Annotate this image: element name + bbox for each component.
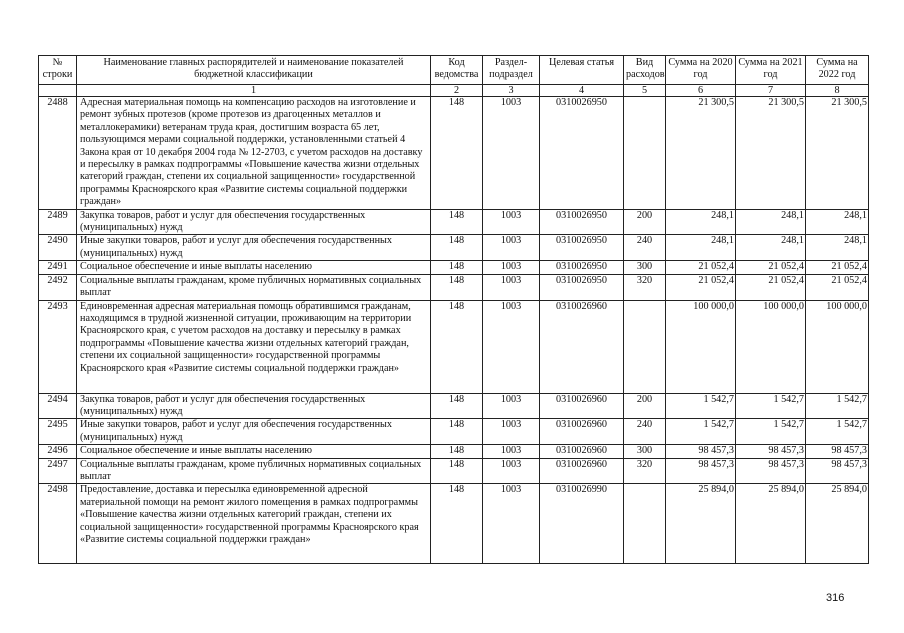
- table-row: [39, 393, 869, 419]
- row-section: 1003: [483, 209, 540, 235]
- table-header-row: [39, 56, 869, 85]
- row-sum-2021: 21 052,4: [736, 261, 806, 274]
- row-sum-2021: 21 052,4: [736, 274, 806, 300]
- row-name: Социальное обеспечение и иные выплаты населению: [77, 261, 431, 274]
- row-sum-2020: 98 457,3: [666, 445, 736, 458]
- header-name: Наименование главных распорядителей и наименование показателей бюджетной классификации: [77, 56, 431, 85]
- row-target-item: 0310026960: [540, 445, 624, 458]
- row-section: 1003: [483, 393, 540, 419]
- row-department-code: 148: [431, 261, 483, 274]
- row-name: Адресная материальная помощь на компенсацию расходов на изготовление и ремонт зубных протезов (кроме протезов из драгоценных металлов и металлокерамики) ветеранам труда края, достигшим возраста 65 лет, пользующимся мерами социальной поддержки, установленными статьей 4 Закона края от 10 декабря 2004 года № 12-2703, с учетом расходов на доставку и пересылку в рамках подпрограммы «Повышение качества жизни отдельных категорий граждан, степени их социальной защищенности» государственной программы Красноярского края «Развитие системы социальной поддержки граждан»: [77, 97, 431, 210]
- row-target-item: 0310026950: [540, 209, 624, 235]
- row-expense-type: 320: [624, 274, 666, 300]
- budget-document-page: [38, 55, 868, 564]
- row-number: 2490: [39, 235, 77, 261]
- page-number: 316: [826, 592, 845, 604]
- row-sum-2021: 98 457,3: [736, 458, 806, 484]
- table-row: [39, 419, 869, 445]
- row-section: 1003: [483, 300, 540, 393]
- row-target-item: 0310026960: [540, 458, 624, 484]
- row-sum-2022: 1 542,7: [806, 419, 869, 445]
- header-sum-2022: Сумма на 2022 год: [806, 56, 869, 85]
- row-number: 2489: [39, 209, 77, 235]
- col-number: 1: [77, 85, 431, 97]
- row-expense-type: [624, 484, 666, 564]
- col-number: 4: [540, 85, 624, 97]
- row-sum-2021: 248,1: [736, 209, 806, 235]
- row-department-code: 148: [431, 419, 483, 445]
- row-sum-2020: 98 457,3: [666, 458, 736, 484]
- header-row-number: № строки: [39, 56, 77, 85]
- row-department-code: 148: [431, 393, 483, 419]
- row-name: Закупка товаров, работ и услуг для обеспечения государственных (муниципальных) нужд: [77, 209, 431, 235]
- row-department-code: 148: [431, 97, 483, 210]
- row-name: Иные закупки товаров, работ и услуг для обеспечения государственных (муниципальных) нужд: [77, 235, 431, 261]
- row-target-item: 0310026950: [540, 97, 624, 210]
- row-expense-type: 200: [624, 209, 666, 235]
- row-sum-2020: 21 300,5: [666, 97, 736, 210]
- table-row: [39, 209, 869, 235]
- table-row: [39, 445, 869, 458]
- row-section: 1003: [483, 484, 540, 564]
- row-section: 1003: [483, 458, 540, 484]
- header-sum-2021: Сумма на 2021 год: [736, 56, 806, 85]
- row-target-item: 0310026950: [540, 261, 624, 274]
- row-sum-2020: 21 052,4: [666, 274, 736, 300]
- row-number: 2493: [39, 300, 77, 393]
- row-section: 1003: [483, 274, 540, 300]
- header-target-item: Целевая статья: [540, 56, 624, 85]
- col-number: 3: [483, 85, 540, 97]
- table-row: [39, 484, 869, 564]
- row-expense-type: [624, 97, 666, 210]
- row-number: 2488: [39, 97, 77, 210]
- row-sum-2020: 100 000,0: [666, 300, 736, 393]
- row-target-item: 0310026960: [540, 419, 624, 445]
- row-sum-2022: 248,1: [806, 235, 869, 261]
- col-number: 7: [736, 85, 806, 97]
- table-row: [39, 261, 869, 274]
- table-row: [39, 458, 869, 484]
- col-number: 5: [624, 85, 666, 97]
- row-department-code: 148: [431, 209, 483, 235]
- row-section: 1003: [483, 445, 540, 458]
- row-sum-2022: 98 457,3: [806, 445, 869, 458]
- row-sum-2022: 1 542,7: [806, 393, 869, 419]
- row-name: Социальные выплаты гражданам, кроме публичных нормативных социальных выплат: [77, 458, 431, 484]
- row-department-code: 148: [431, 300, 483, 393]
- row-name: Социальные выплаты гражданам, кроме публичных нормативных социальных выплат: [77, 274, 431, 300]
- row-number: 2491: [39, 261, 77, 274]
- row-department-code: 148: [431, 235, 483, 261]
- row-name: Предоставление, доставка и пересылка единовременной адресной материальной помощи на ремонт жилого помещения в рамках подпрограммы «Повышение качества жизни отдельных категорий граждан, степени их социальной защищенности» государственной программы Красноярского края «Развитие системы социальной поддержки граждан»: [77, 484, 431, 564]
- row-sum-2021: 98 457,3: [736, 445, 806, 458]
- row-sum-2020: 1 542,7: [666, 393, 736, 419]
- row-sum-2020: 248,1: [666, 209, 736, 235]
- row-department-code: 148: [431, 458, 483, 484]
- header-department-code: Код ведомства: [431, 56, 483, 85]
- row-section: 1003: [483, 235, 540, 261]
- row-sum-2020: 1 542,7: [666, 419, 736, 445]
- row-sum-2022: 98 457,3: [806, 458, 869, 484]
- row-sum-2022: 100 000,0: [806, 300, 869, 393]
- row-number: 2498: [39, 484, 77, 564]
- row-sum-2022: 25 894,0: [806, 484, 869, 564]
- row-target-item: 0310026960: [540, 300, 624, 393]
- col-number: 6: [666, 85, 736, 97]
- row-section: 1003: [483, 261, 540, 274]
- row-section: 1003: [483, 97, 540, 210]
- row-department-code: 148: [431, 484, 483, 564]
- row-number: 2495: [39, 419, 77, 445]
- row-sum-2022: 21 052,4: [806, 274, 869, 300]
- row-expense-type: 300: [624, 261, 666, 274]
- row-expense-type: 240: [624, 419, 666, 445]
- row-sum-2021: 1 542,7: [736, 419, 806, 445]
- row-expense-type: 200: [624, 393, 666, 419]
- row-name: Социальное обеспечение и иные выплаты населению: [77, 445, 431, 458]
- col-number: 2: [431, 85, 483, 97]
- column-numbers-row: [39, 85, 869, 97]
- row-expense-type: 320: [624, 458, 666, 484]
- row-sum-2021: 25 894,0: [736, 484, 806, 564]
- row-sum-2021: 1 542,7: [736, 393, 806, 419]
- row-department-code: 148: [431, 274, 483, 300]
- row-target-item: 0310026990: [540, 484, 624, 564]
- col-number: 8: [806, 85, 869, 97]
- row-sum-2021: 21 300,5: [736, 97, 806, 210]
- row-number: 2492: [39, 274, 77, 300]
- row-sum-2022: 21 052,4: [806, 261, 869, 274]
- row-number: 2496: [39, 445, 77, 458]
- row-expense-type: 300: [624, 445, 666, 458]
- row-expense-type: [624, 300, 666, 393]
- row-section: 1003: [483, 419, 540, 445]
- row-sum-2022: 21 300,5: [806, 97, 869, 210]
- header-expense-type: Вид расходов: [624, 56, 666, 85]
- row-target-item: 0310026960: [540, 393, 624, 419]
- row-department-code: 148: [431, 445, 483, 458]
- row-sum-2022: 248,1: [806, 209, 869, 235]
- col-number: [39, 85, 77, 97]
- row-number: 2494: [39, 393, 77, 419]
- table-row: [39, 97, 869, 210]
- row-name: Единовременная адресная материальная помощь обратившимся гражданам, находящимся в трудной жизненной ситуации, проживающим на территории Красноярского края, с учетом расходов на доставку и пересылку в рамках подпрограммы «Повышение качества жизни отдельных категорий граждан, степени их социальной защищенности» государственной программы Красноярского края «Развитие системы социальной поддержки граждан»: [77, 300, 431, 393]
- row-expense-type: 240: [624, 235, 666, 261]
- row-sum-2020: 248,1: [666, 235, 736, 261]
- table-row: [39, 235, 869, 261]
- header-section: Раздел-подраздел: [483, 56, 540, 85]
- budget-table: [38, 55, 869, 564]
- row-number: 2497: [39, 458, 77, 484]
- table-row: [39, 300, 869, 393]
- row-target-item: 0310026950: [540, 235, 624, 261]
- table-row: [39, 274, 869, 300]
- row-sum-2020: 21 052,4: [666, 261, 736, 274]
- row-sum-2021: 100 000,0: [736, 300, 806, 393]
- row-sum-2021: 248,1: [736, 235, 806, 261]
- row-name: Иные закупки товаров, работ и услуг для обеспечения государственных (муниципальных) нужд: [77, 419, 431, 445]
- row-name: Закупка товаров, работ и услуг для обеспечения государственных (муниципальных) нужд: [77, 393, 431, 419]
- header-sum-2020: Сумма на 2020 год: [666, 56, 736, 85]
- row-sum-2020: 25 894,0: [666, 484, 736, 564]
- row-target-item: 0310026950: [540, 274, 624, 300]
